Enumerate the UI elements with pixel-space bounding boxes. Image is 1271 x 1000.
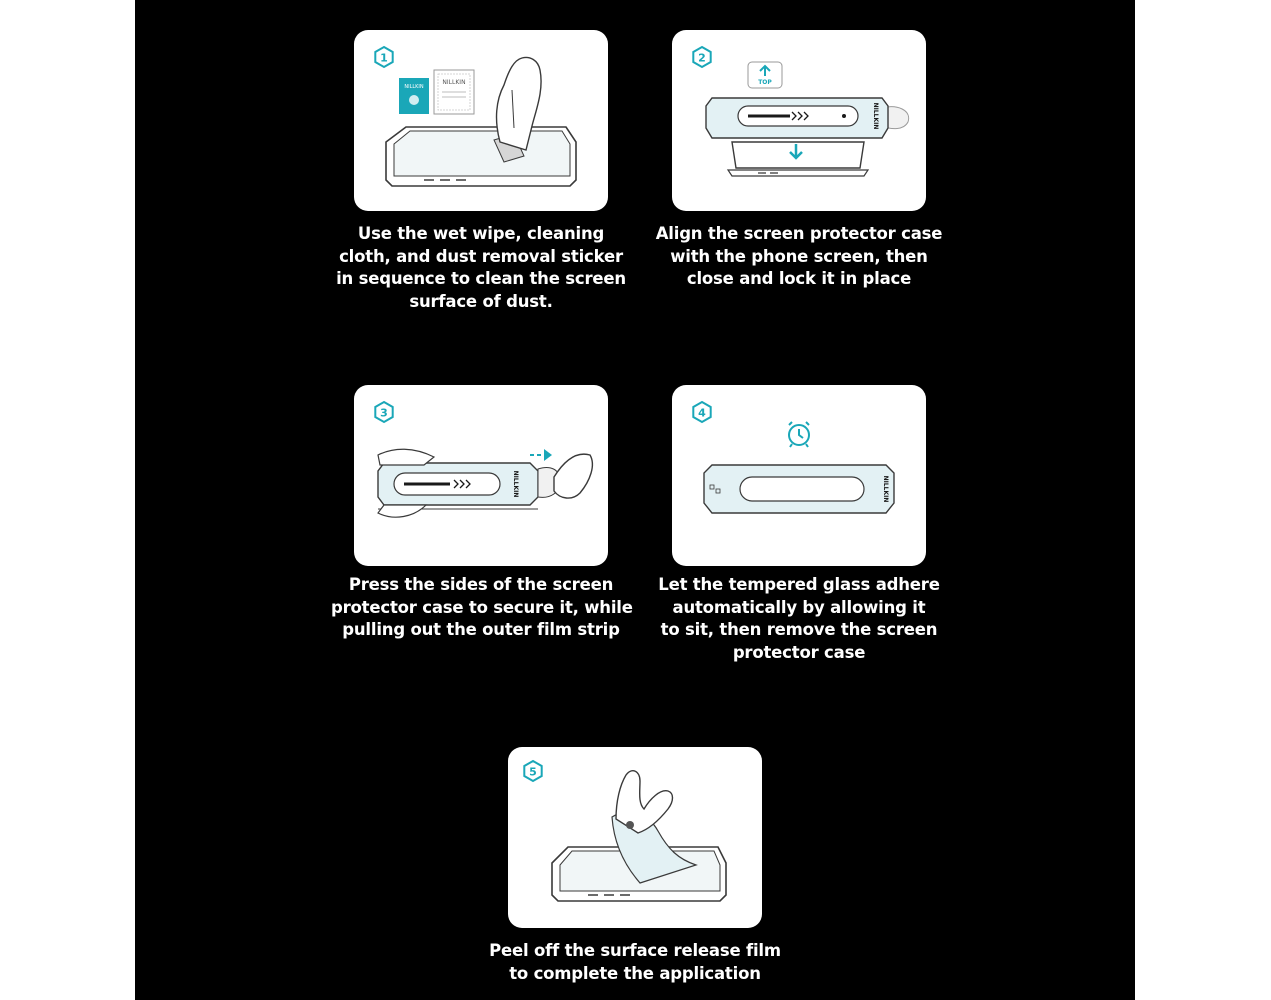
left-hand-top [378,449,434,465]
caption-line: in sequence to clean the screen [336,269,626,288]
caption-line: cloth, and dust removal sticker [339,246,623,266]
svg-text:4: 4 [698,406,706,420]
step-4-caption [649,574,949,664]
step-5-caption [485,940,785,985]
svg-text:NILLKIN: NILLKIN [512,470,519,498]
phone-illustration [386,127,576,186]
peel-film-illustration [508,747,762,928]
svg-text:NILLKIN: NILLKIN [442,79,466,86]
caption-line: to sit, then remove the screen [660,620,938,639]
instructions-panel [135,0,1135,1000]
top-indicator [748,62,782,88]
dust-sticker-packet [434,70,474,114]
caption-line: with the phone screen, then [670,246,928,266]
wipe-and-clean-illustration [354,30,608,211]
caption-line: Let the tempered glass adhere [658,575,940,594]
alarm-clock-illustration [672,385,926,566]
svg-text:NILLKIN: NILLKIN [882,475,889,503]
right-hand [554,454,592,498]
phone-illustration [728,142,868,176]
screen-protector-case [706,98,888,138]
step-1-caption [331,223,631,313]
svg-text:1: 1 [380,51,388,65]
caption-line: to complete the application [509,963,761,983]
caption-line: protector case to secure it, while [331,597,633,617]
step-3-card [354,385,608,566]
step-number-badge [375,402,392,422]
svg-text:2: 2 [698,51,706,65]
left-hand-bottom [378,505,426,517]
caption-line: Use the wet wipe, cleaning [357,224,605,243]
step-2-caption [649,223,949,291]
svg-text:3: 3 [380,406,388,420]
hand [616,771,673,833]
pull-arrow-icon [530,449,552,461]
svg-text:NILLKIN: NILLKIN [872,102,879,130]
caption-line: Peel off the surface release film [489,941,781,960]
align-case-illustration [672,30,926,211]
svg-text:TOP: TOP [758,79,772,86]
screen-protector-case [378,463,538,509]
step-1-card [354,30,608,211]
caption-line: pulling out the outer film strip [342,620,620,639]
caption-line: automatically by allowing it [672,597,926,617]
caption-line: Align the screen protector case [655,224,943,243]
caption-line: surface of dust. [409,291,553,311]
step-2-card [672,30,926,211]
screen-protector-case [704,465,894,513]
step-number-badge [693,47,710,67]
pull-film-strip-illustration [354,385,608,566]
step-4-card [672,385,926,566]
wet-wipe-packet [399,78,429,114]
caption-line: protector case [732,642,866,662]
step-5-card [508,747,762,928]
step-number-badge [693,402,710,422]
caption-line: Press the sides of the screen [348,575,614,594]
step-number-badge [524,761,541,781]
step-3-caption [331,574,631,642]
svg-text:NILLKIN: NILLKIN [404,84,424,90]
caption-line: close and lock it in place [686,269,912,288]
alarm-clock-icon [789,422,809,447]
step-number-badge [375,47,392,67]
svg-text:5: 5 [529,765,537,779]
